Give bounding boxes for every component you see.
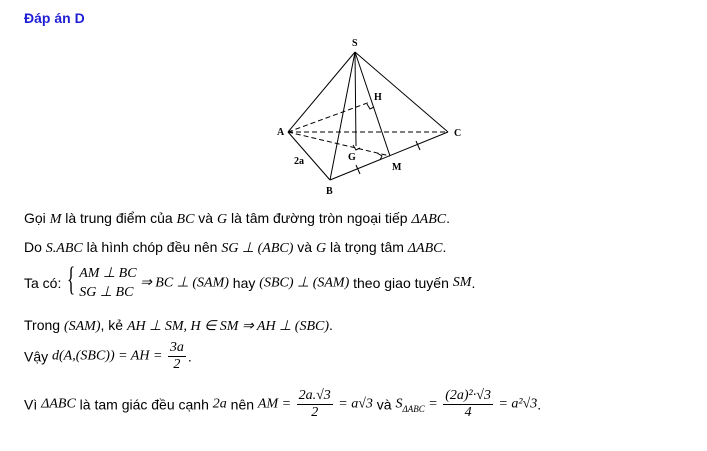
fraction-am: $\frac{2a.√3}{2}$: [298, 388, 331, 420]
line-5: Vậy d(A,(SBC)) = AH = $\frac{3a}{2}$ .: [24, 340, 192, 372]
label-side: 2a: [294, 156, 304, 167]
label-S: S: [352, 38, 358, 49]
line-2: Do S.ABC là hình chóp đều nên SG ⊥ (ABC) và G là trọng tâm ΔABC.: [24, 239, 447, 256]
condition-system: { AM ⊥ BC SG ⊥ BC: [67, 261, 137, 300]
label-H: H: [374, 92, 382, 103]
label-A: A: [277, 127, 285, 138]
label-C: C: [454, 128, 462, 139]
pyramid-figure: [270, 34, 480, 204]
label-G: G: [348, 152, 356, 163]
line-4: Trong (SAM), kẻ AH ⊥ SM, H ∈ SM ⇒ AH ⊥ (SBC).: [24, 317, 333, 334]
line-1: Gọi M là trung điểm của BC và G là tâm đường tròn ngoại tiếp ΔABC.: [24, 210, 451, 227]
fraction-area: $\frac{\text{(2a)²·√3}}{4}$: [445, 388, 491, 420]
fraction-3a-2: $\frac{3a}{2}$: [169, 340, 184, 372]
line-6: Vì ΔABC là tam giác đều cạnh 2a nên AM = $\frac{2a.√3}{2}$ = a√3 và $S_{\Delta ABC}$ = $\frac{\text{(2a)²·√3}}{4}$ = a²√3.: [24, 388, 542, 420]
label-B: B: [326, 186, 333, 197]
line-3: Ta có: { AM ⊥ BC SG ⊥ BC ⇒ BC ⊥ (SAM) hay (SBC) ⊥ (SAM) theo giao tuyến SM.: [24, 261, 476, 300]
answer-label: Đáp án D: [24, 10, 85, 26]
label-M: M: [392, 162, 402, 173]
right-angle-G: [353, 145, 360, 150]
tick-MC: [416, 141, 420, 150]
